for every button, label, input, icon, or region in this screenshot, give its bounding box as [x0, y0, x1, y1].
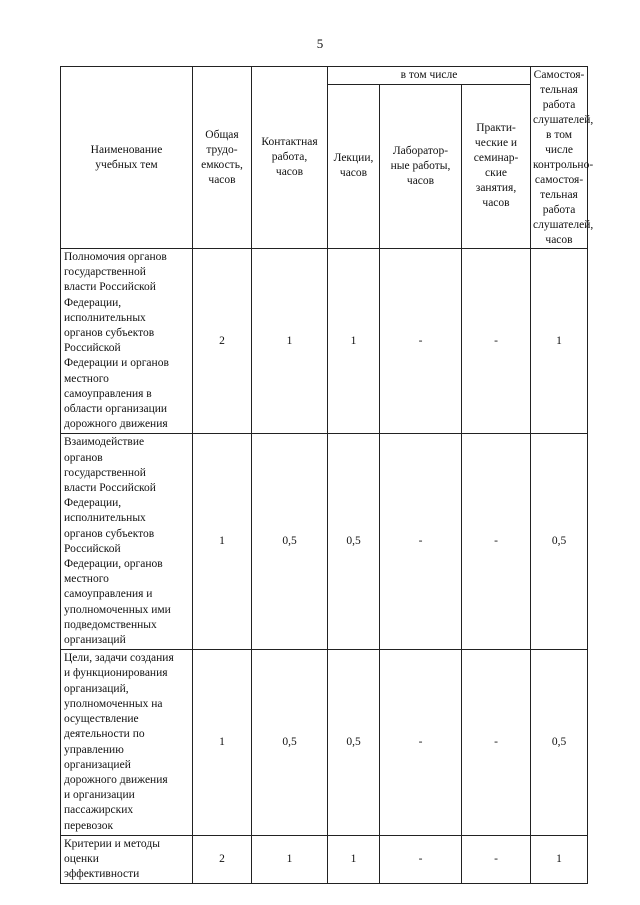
contact-hours: 1 [252, 249, 328, 434]
total-hours: 1 [193, 650, 252, 835]
lecture-hours: 0,5 [328, 650, 380, 835]
lecture-hours: 0,5 [328, 434, 380, 650]
topic-name: Полномочия органов государственной власти Российской Федерации, исполнительных органов субъектов Российской Федерации и органов местного самоуправления в области организации дорожного движения [61, 249, 193, 434]
practical-hours: - [462, 434, 531, 650]
table-row [61, 835, 588, 884]
header-self-work: Самостоя- тельная работа слушателей, в том числе контрольно- самостоя- тельная работа слушателей, часов [531, 67, 588, 249]
table-row [61, 249, 588, 434]
table-row [61, 650, 588, 835]
curriculum-table [60, 66, 594, 884]
lab-hours: - [380, 434, 462, 650]
lab-hours: - [380, 835, 462, 884]
lecture-hours: 1 [328, 835, 380, 884]
topic-name: Цели, задачи создания и функционирования организаций, уполномоченных на осуществление деятельности по управлению организацией дорожного движения и организации пассажирских перевозок [61, 650, 193, 835]
lab-hours: - [380, 650, 462, 835]
contact-hours: 0,5 [252, 650, 328, 835]
practical-hours: - [462, 249, 531, 434]
page-number: 5 [316, 36, 324, 51]
practical-hours: - [462, 650, 531, 835]
total-hours: 1 [193, 434, 252, 650]
table-row [61, 434, 588, 650]
total-hours: 2 [193, 249, 252, 434]
header-total: Общая трудо- емкость, часов [193, 67, 252, 249]
header-lab: Лаборатор- ные работы, часов [380, 84, 462, 248]
self-work-hours: 0,5 [531, 650, 588, 835]
self-work-hours: 1 [531, 835, 588, 884]
self-work-hours: 1 [531, 249, 588, 434]
lecture-hours: 1 [328, 249, 380, 434]
header-name: Наименование учебных тем [61, 67, 193, 249]
header-including: в том числе [328, 67, 531, 85]
contact-hours: 0,5 [252, 434, 328, 650]
header-lectures: Лекции, часов [328, 84, 380, 248]
topic-name: Критерии и методы оценки эффективности [61, 835, 193, 884]
contact-hours: 1 [252, 835, 328, 884]
header-contact: Контактная работа, часов [252, 67, 328, 249]
topic-name: Взаимодействие органов государственной власти Российской Федерации, исполнительных органов субъектов Российской Федерации, органов местного самоуправления и уполномоченных ими подведомственных организаций [61, 434, 193, 650]
header-practical: Практи- ческие и семинар- ские занятия, часов [462, 84, 531, 248]
table-header [61, 67, 594, 249]
table-body [61, 249, 588, 884]
practical-hours: - [462, 835, 531, 884]
total-hours: 2 [193, 835, 252, 884]
lab-hours: - [380, 249, 462, 434]
self-work-hours: 0,5 [531, 434, 588, 650]
